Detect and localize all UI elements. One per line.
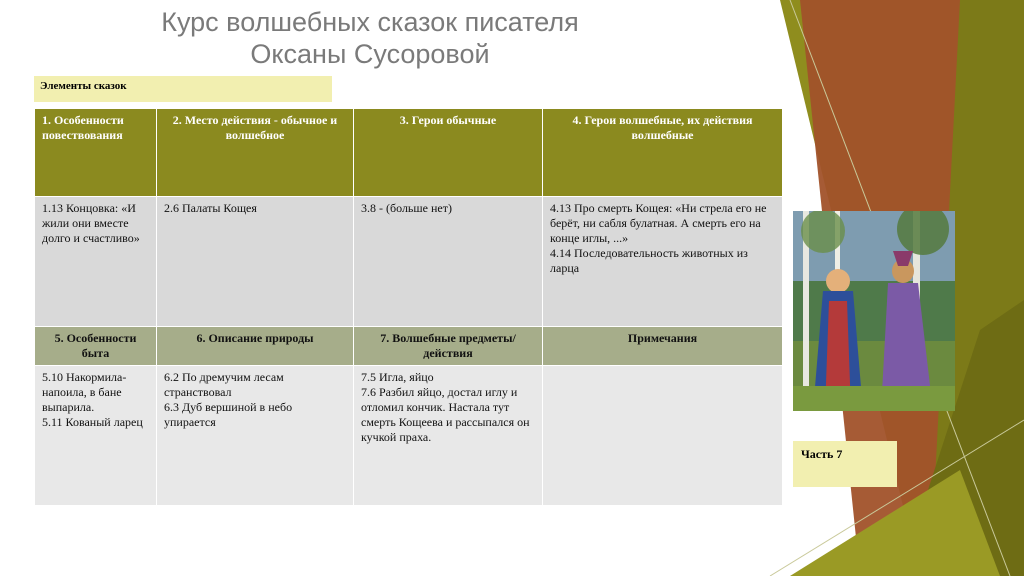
- table-row-1: [35, 197, 783, 327]
- header-cell-notes: Примечания: [543, 327, 783, 366]
- fairy-tale-illustration: [793, 211, 955, 411]
- table-cell: 4.13 Про смерть Кощея: «Ни стрела его не берёт, ни сабля булатная. А смерть его на конце иглы, ...» 4.14 Последовательность животных из ларца: [543, 197, 783, 327]
- header-cell-3: 3. Герои обычные: [354, 109, 543, 197]
- table-cell: 2.6 Палаты Кощея: [157, 197, 354, 327]
- table-cell: 3.8 - (больше нет): [354, 197, 543, 327]
- header-cell-6: 6. Описание природы: [157, 327, 354, 366]
- header-cell-1: 1. Особенности повествования: [35, 109, 157, 197]
- slide-title-line2: Оксаны Сусоровой: [250, 39, 490, 69]
- header-cell-4: 4. Герои волшебные, их действия волшебные: [543, 109, 783, 197]
- header-cell-5: 5. Особенности быта: [35, 327, 157, 366]
- table-header-row-2: [35, 327, 783, 366]
- header-cell-2: 2. Место действия - обычное и волшебное: [157, 109, 354, 197]
- table-row-2: [35, 366, 783, 506]
- table-header-row-1: [35, 109, 783, 197]
- fairy-tale-elements-table: [34, 108, 783, 506]
- part-label: Часть 7: [793, 441, 897, 487]
- table-cell: 6.2 По дремучим лесам странствовал 6.3 Дуб вершиной в небо упирается: [157, 366, 354, 506]
- illustration-art: [793, 211, 955, 411]
- table-cell: 5.10 Накормила-напоила, в бане выпарила. 5.11 Кованый ларец: [35, 366, 157, 506]
- table-cell: 1.13 Концовка: «И жили они вместе долго и счастливо»: [35, 197, 157, 327]
- elements-label: Элементы сказок: [34, 76, 332, 102]
- table-cell: [543, 366, 783, 506]
- slide-title: [120, 6, 620, 70]
- header-cell-7: 7. Волшебные предметы/действия: [354, 327, 543, 366]
- slide-title-line1: Курс волшебных сказок писателя: [161, 7, 579, 37]
- table-cell: 7.5 Игла, яйцо 7.6 Разбил яйцо, достал иглу и отломил кончик. Настала тут смерть Кощеева и рассыпался он кучкой праха.: [354, 366, 543, 506]
